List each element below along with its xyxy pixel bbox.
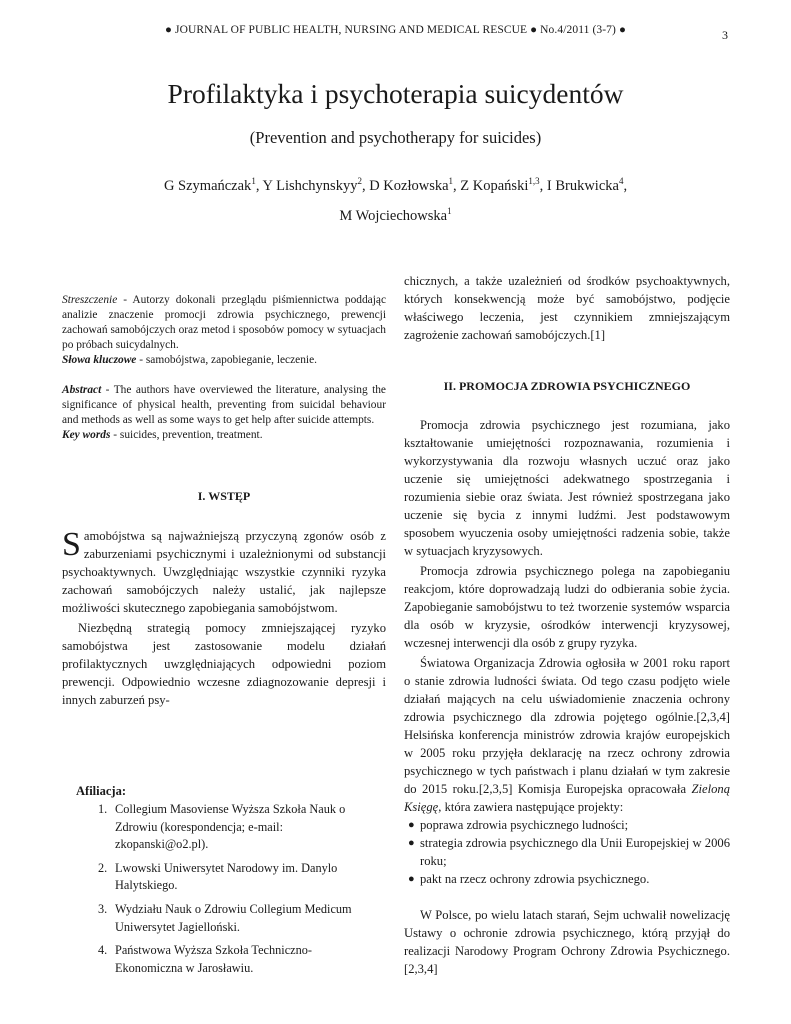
authors-line-2 bbox=[0, 206, 791, 225]
author-affiliation-mark: 2 bbox=[357, 176, 362, 186]
affiliation-item: 1. Collegium Masoviense Wyższa Szkoła Nauk o Zdrowiu (korespondencja; e-mail: zkopanski@o2.pl). bbox=[98, 802, 346, 852]
keywords-pl-text: - samobójstwa, zapobieganie, leczenie. bbox=[136, 354, 317, 367]
affiliation-item: 4. Państwowa Wyższa Szkoła Techniczno-Ekonomiczna w Jarosławiu. bbox=[98, 943, 313, 975]
author-name: G Szymańczak bbox=[163, 178, 252, 194]
paragraph-promocja-3: Światowa Organizacja Zdrowia ogłosiła w 2001 roku raport o stanie zdrowia ludności świata. Od tego czasu podjęto wiele działań mających na celu uświadomienie znaczenia ochrony zdrowia psychicznego dla zdrowia pojętego ogólnie.[2,3,4] Helsińska konferencja ministrów zdrowia krajów europejskich w 2005 roku przyjęła deklarację na rzecz ochrony zdrowia psychicznego w tych państwach i planu działań w tym zakresie do 2015 roku.[2,3,5] Komisja Europejska opracowała Zieloną Księgę, która zawiera następujące projekty: bbox=[404, 656, 730, 814]
paragraph-continuation: chicznych, a także uzależnień od środków psychoaktywnych, których konsekwencją może być samobójstwo, podjęcie właściwego leczenia, jest czynnikiem zmniejszającym zagrożenie zachowań samobójczych.[1] bbox=[404, 274, 730, 342]
author-affiliation-mark: 1 bbox=[251, 176, 256, 186]
abstract-pl-label: Streszczenie bbox=[62, 294, 118, 306]
author-affiliation-mark: 4 bbox=[618, 176, 624, 186]
page-number: 3 bbox=[722, 28, 728, 42]
author-name: Y Lishchynskyy bbox=[262, 178, 358, 194]
running-head: ● JOURNAL OF PUBLIC HEALTH, NURSING AND MEDICAL RESCUE ● No.4/2011 (3-7) ● bbox=[165, 24, 626, 36]
paragraph-wstep-2: Niezbędną strategią pomocy zmniejszającej ryzyko samobójstwa jest zastosowanie modelu działań profilaktycznych uwzględniających odpowiedni poziom prewencji. Odpowiednio wczesne zdiagnozowanie depresji i innych zaburzeń psy- bbox=[62, 621, 386, 707]
abstract-pl bbox=[62, 293, 386, 368]
affiliation-item: 2. Lwowski Uniwersytet Narodowy im. Danylo Halytskiego. bbox=[98, 860, 338, 893]
affiliations-heading: Afiliacja: bbox=[76, 784, 126, 798]
section-heading-promocja: II. PROMOCJA ZDROWIA PSYCHICZNEGO bbox=[443, 379, 691, 393]
abstract-en bbox=[62, 383, 386, 443]
projects-list bbox=[404, 816, 730, 888]
author-name: I Brukwicka bbox=[546, 178, 619, 194]
bullet-icon: ● bbox=[408, 819, 415, 831]
article-subtitle: (Prevention and psychotherapy for suicides) bbox=[249, 128, 542, 147]
affiliations-list bbox=[76, 801, 366, 983]
affiliation-item: 3. Wydziału Nauk o Zdrowiu Collegium Medicum Uniwersytet Jagielloński. bbox=[98, 901, 352, 934]
list-item: ● strategia zdrowia psychicznego dla Unii Europejskiej w 2006 roku; bbox=[408, 836, 730, 868]
keywords-en-text: - suicides, prevention, treatment. bbox=[110, 429, 263, 442]
section-promocja-body bbox=[404, 416, 730, 978]
author-affiliation-mark: 1 bbox=[447, 206, 452, 216]
bullet-icon: ● bbox=[408, 873, 415, 885]
section-wstep-body bbox=[62, 527, 386, 709]
list-item: ● pakt na rzecz ochrony zdrowia psychicznego. bbox=[408, 872, 650, 886]
author-name: Z Kopański bbox=[460, 178, 529, 194]
author-affiliation-mark: 1,3 bbox=[528, 176, 540, 186]
paragraph-promocja-2: Promocja zdrowia psychicznego polega na zapobieganiu reakcjom, które doprowadzają ludzi do odbierania sobie życia. Zapobieganie samobójstwu to też tworzenie systemów wsparcia dla osób w kryzysie, ośrodków interwencji kryzysowej, wczesnej interwencji dla osób z grupy ryzyka. bbox=[404, 564, 730, 650]
author-name: M Wojciechowska bbox=[339, 208, 448, 224]
author-affiliation-mark: 1 bbox=[448, 176, 454, 186]
article-title: Profilaktyka i psychoterapia suicydentów bbox=[167, 78, 624, 109]
abstract-en-label: Abstract bbox=[62, 384, 102, 396]
paragraph-promocja-1: Promocja zdrowia psychicznego jest rozumiana, jako kształtowanie umiejętności rozpoznawania, rozumienia i wykorzystywania dla rozwoju własnych uczuć oraz jako uczenie się umiejętności adekwatnego spostrzegania i rozumienia siebie oraz świata. Jest również spostrzegana jako uczenie się bycia z innymi ludźmi. Jest podstawowym sposobem wyuczenia osoby umiejętności radzenia sobie, także w sytuacjach kryzysowych. bbox=[404, 418, 730, 558]
keywords-en-label: Key words bbox=[62, 429, 111, 442]
list-item: ● poprawa zdrowia psychicznego ludności; bbox=[408, 818, 629, 832]
bullet-icon: ● bbox=[408, 837, 415, 849]
paragraph-wstep-1: Samobójstwa są najważniejszą przyczyną zgonów osób z zaburzeniami psychicznymi i uzależnionymi od substancji psychoaktywnych. Uwzględniając wszystkie czynniki ryzyka zachowań samobójczych należy ustalić, jak najlepsze możliwości skutecznego zapobiegania samobójstwom. bbox=[62, 526, 386, 615]
authors-line-1: G Szymańczak$^1$, Y Lishchynskyy$^2$, D Kozłowska$^1$, Z Kopański$^{1,3}$, I Brukwicka$^4$, bbox=[163, 176, 628, 194]
drop-cap: S bbox=[62, 526, 81, 563]
section-heading-wstep: I. WSTĘP bbox=[197, 489, 251, 503]
abstract-en-text: - The authors have overviewed the literature, analysing the significance of physical health, preventing from suicidal behaviour and methods as well as some ways to get help after suicide attempts. bbox=[62, 384, 386, 427]
paragraph-promocja-4: W Polsce, po wielu latach starań, Sejm uchwalił nowelizację Ustawy o ochronie zdrowia psychicznego, którą przyjął do realizacji Narodowy Program Ochrony Zdrowia Psychicznego. [2,3,4] bbox=[404, 908, 730, 976]
keywords-pl-label: Słowa kluczowe bbox=[62, 354, 137, 367]
abstract-pl-text: - Autorzy dokonali przeglądu piśmiennictwa poddając analizie znaczenie promocji zdrowia psychicznego, prewencji zachowań samobójczych oraz metod i sposobów pomocy w sytuacjach po próbach suicydalnych. bbox=[62, 294, 386, 352]
author-name: D Kozłowska bbox=[369, 178, 449, 194]
green-book-title: Zieloną Księgę bbox=[404, 782, 730, 814]
